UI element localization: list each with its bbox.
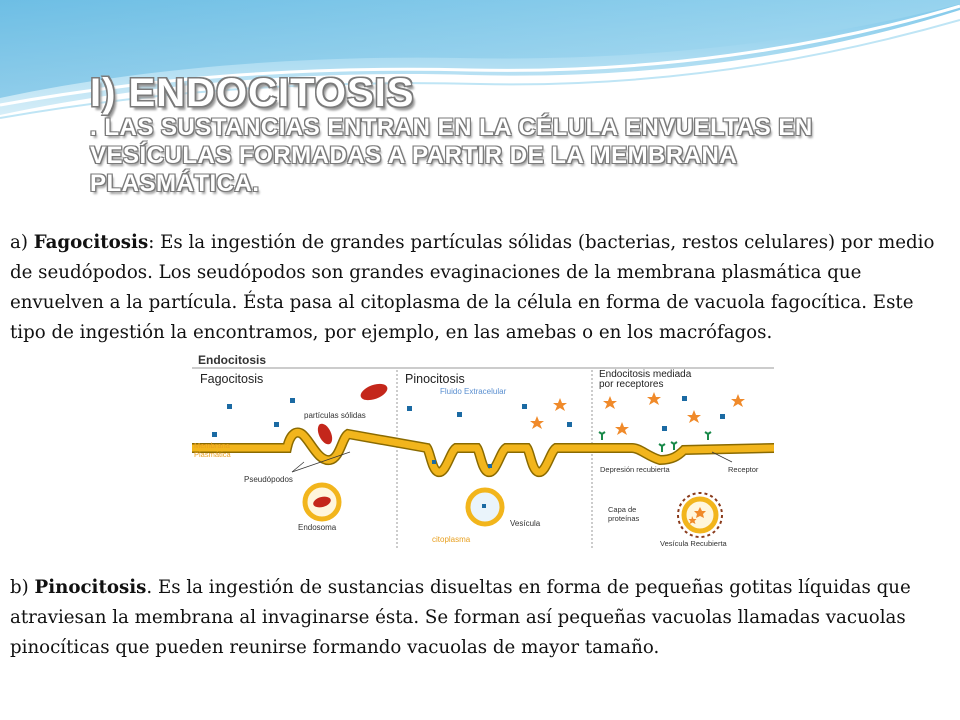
panel-fagocitosis-title: Fagocitosis	[200, 372, 264, 386]
term-fagocitosis: Fagocitosis	[33, 232, 149, 253]
figure-title: Endocitosis	[198, 353, 267, 367]
fluid-dot	[457, 412, 462, 417]
panel-pinocitosis-title: Pinocitosis	[405, 372, 465, 386]
paragraph-a-prefix: a)	[10, 232, 34, 253]
endocytosis-diagram	[192, 352, 774, 550]
label-capa-1: Capa de	[608, 505, 637, 514]
fluid-dot	[432, 460, 436, 464]
solid-dot	[290, 398, 295, 403]
fluid-dot	[567, 422, 572, 427]
solid-dot	[720, 414, 725, 419]
paragraph-b-text: . Es la ingestión de sustancias disueltas en forma de pequeñas gotitas líquidas que atraviesan la membrana al invaginarse ésta. Se forman así pequeñas vacuolas llamadas vacuolas pinocíticas que pueden reunirse formando vacuolas de mayor tamaño.	[10, 577, 911, 658]
slide-title: I) ENDOCITOSIS	[90, 71, 415, 115]
solid-dot	[227, 404, 232, 409]
panel-receptor-title-1: Endocitosis mediada	[599, 369, 692, 380]
fluid-dot	[488, 464, 492, 468]
label-membrana-2: Plasmática	[194, 450, 231, 459]
label-fluido: Fluido Extracelular	[440, 387, 507, 396]
label-capa-2: proteínas	[608, 514, 640, 523]
label-endosoma: Endosoma	[298, 523, 337, 532]
label-vesicula: Vesícula	[510, 519, 541, 528]
term-pinocitosis: Pinocitosis	[34, 577, 147, 598]
solid-dot	[662, 426, 667, 431]
slide-title-block	[90, 72, 850, 198]
solid-dot	[682, 396, 687, 401]
solid-dot	[274, 422, 279, 427]
label-depresion: Depresión recubierta	[600, 465, 670, 474]
paragraph-pinocitosis	[10, 573, 945, 663]
paragraph-b-prefix: b)	[10, 577, 35, 598]
label-particulas: partículas sólidas	[304, 411, 366, 420]
panel-receptor-title-2: por receptores	[599, 379, 664, 390]
solid-dot	[212, 432, 217, 437]
fluid-dot	[407, 406, 412, 411]
fluid-dot	[522, 404, 527, 409]
label-membrana-1: Membrana	[194, 441, 230, 450]
label-citoplasma: citoplasma	[432, 535, 471, 544]
label-pseudopodos: Pseudópodos	[244, 475, 293, 484]
paragraph-a-text: : Es la ingestión de grandes partículas sólidas (bacterias, restos celulares) por medio de seudópodos. Los seudópodos son grandes evaginaciones de la membrana plasmática que envuelven a la partícula. Ésta pasa al citoplasma de la célula en forma de vacuola fagocítica. Este tipo de ingestión la encontramos, por ejemplo, en las amebas o en los macrófagos.	[10, 232, 935, 343]
label-receptor: Receptor	[728, 465, 759, 474]
slide-subtitle: . LAS SUSTANCIAS ENTRAN EN LA CÉLULA ENVUELTAS EN VESÍCULAS FORMADAS A PARTIR DE LA MEMBRANA PLASMÁTICA.	[90, 114, 813, 197]
paragraph-fagocitosis	[10, 228, 945, 348]
label-vesicula-recubierta: Vesícula Recubierta	[660, 539, 727, 548]
